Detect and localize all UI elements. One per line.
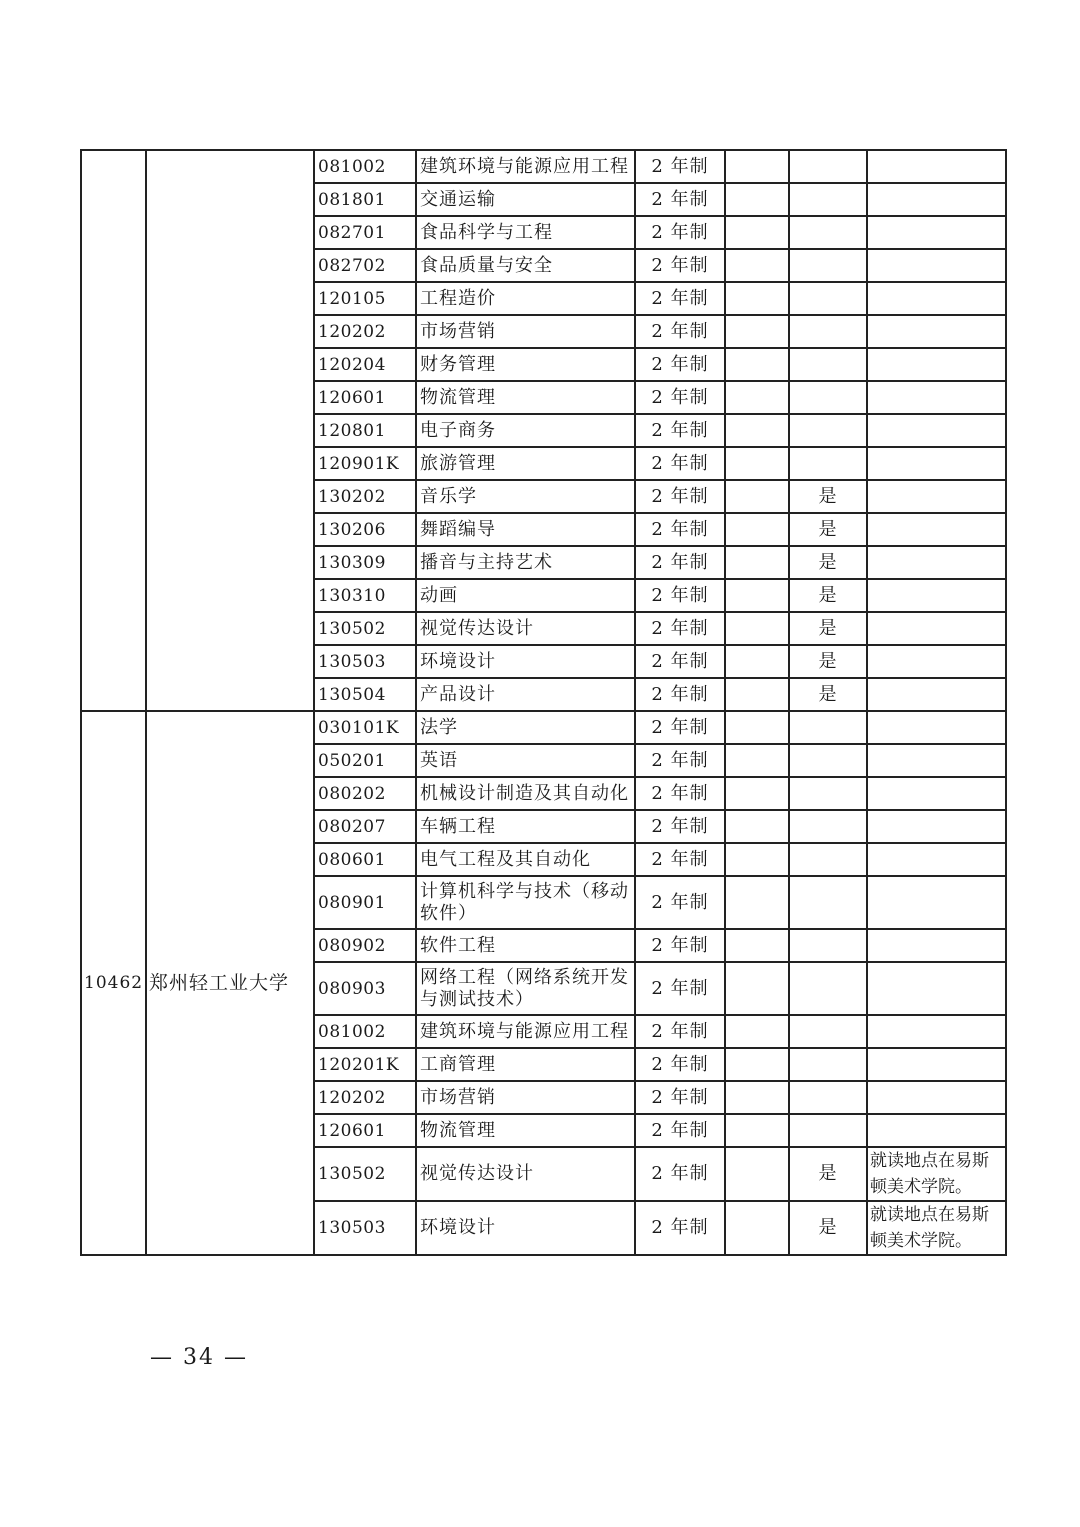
note-cell bbox=[867, 711, 1006, 744]
note-cell bbox=[867, 381, 1006, 414]
major-name: 物流管理 bbox=[416, 1114, 635, 1147]
major-name: 动画 bbox=[416, 579, 635, 612]
major-code: 130202 bbox=[314, 480, 416, 513]
major-name: 市场营销 bbox=[416, 315, 635, 348]
flag-cell bbox=[789, 315, 867, 348]
blank-cell bbox=[725, 447, 789, 480]
study-duration: 2 年制 bbox=[635, 1015, 725, 1048]
blank-cell bbox=[725, 414, 789, 447]
flag-cell bbox=[789, 381, 867, 414]
flag-cell bbox=[789, 777, 867, 810]
study-duration: 2 年制 bbox=[635, 711, 725, 744]
note-cell bbox=[867, 645, 1006, 678]
blank-cell bbox=[725, 678, 789, 711]
major-code: 130503 bbox=[314, 645, 416, 678]
study-duration: 2 年制 bbox=[635, 183, 725, 216]
note-cell bbox=[867, 348, 1006, 381]
note-cell bbox=[867, 777, 1006, 810]
major-code: 130309 bbox=[314, 546, 416, 579]
study-duration: 2 年制 bbox=[635, 810, 725, 843]
major-name: 工程造价 bbox=[416, 282, 635, 315]
note-cell bbox=[867, 249, 1006, 282]
major-code: 120201K bbox=[314, 1048, 416, 1081]
blank-cell bbox=[725, 150, 789, 183]
major-code: 120202 bbox=[314, 1081, 416, 1114]
flag-cell bbox=[789, 216, 867, 249]
note-cell bbox=[867, 1114, 1006, 1147]
note-cell bbox=[867, 414, 1006, 447]
note-cell bbox=[867, 480, 1006, 513]
major-code: 130502 bbox=[314, 1147, 416, 1201]
flag-cell bbox=[789, 414, 867, 447]
major-code: 081801 bbox=[314, 183, 416, 216]
major-name: 法学 bbox=[416, 711, 635, 744]
flag-cell bbox=[789, 1114, 867, 1147]
study-duration: 2 年制 bbox=[635, 843, 725, 876]
blank-cell bbox=[725, 1015, 789, 1048]
note-cell bbox=[867, 546, 1006, 579]
major-code: 130502 bbox=[314, 612, 416, 645]
blank-cell bbox=[725, 876, 789, 929]
major-name: 市场营销 bbox=[416, 1081, 635, 1114]
major-code: 080601 bbox=[314, 843, 416, 876]
page-number: — 34 — bbox=[150, 1345, 248, 1370]
institution-name bbox=[146, 150, 314, 711]
major-name: 播音与主持艺术 bbox=[416, 546, 635, 579]
major-name: 电子商务 bbox=[416, 414, 635, 447]
major-name: 环境设计 bbox=[416, 645, 635, 678]
major-name: 视觉传达设计 bbox=[416, 1147, 635, 1201]
major-name: 工商管理 bbox=[416, 1048, 635, 1081]
note-cell bbox=[867, 579, 1006, 612]
major-code: 030101K bbox=[314, 711, 416, 744]
blank-cell bbox=[725, 1114, 789, 1147]
flag-cell bbox=[789, 810, 867, 843]
study-duration: 2 年制 bbox=[635, 216, 725, 249]
note-cell bbox=[867, 183, 1006, 216]
major-name: 物流管理 bbox=[416, 381, 635, 414]
study-duration: 2 年制 bbox=[635, 150, 725, 183]
note-cell bbox=[867, 843, 1006, 876]
blank-cell bbox=[725, 1147, 789, 1201]
study-duration: 2 年制 bbox=[635, 1081, 725, 1114]
major-code: 120601 bbox=[314, 381, 416, 414]
major-name: 网络工程（网络系统开发与测试技术） bbox=[416, 962, 635, 1015]
major-name: 财务管理 bbox=[416, 348, 635, 381]
study-duration: 2 年制 bbox=[635, 447, 725, 480]
blank-cell bbox=[725, 810, 789, 843]
note-cell bbox=[867, 447, 1006, 480]
note-cell bbox=[867, 282, 1006, 315]
blank-cell bbox=[725, 1201, 789, 1255]
majors-table bbox=[80, 149, 1007, 1256]
flag-cell: 是 bbox=[789, 579, 867, 612]
major-code: 080901 bbox=[314, 876, 416, 929]
major-name: 食品科学与工程 bbox=[416, 216, 635, 249]
blank-cell bbox=[725, 249, 789, 282]
study-duration: 2 年制 bbox=[635, 744, 725, 777]
flag-cell: 是 bbox=[789, 513, 867, 546]
major-name: 机械设计制造及其自动化 bbox=[416, 777, 635, 810]
study-duration: 2 年制 bbox=[635, 1048, 725, 1081]
study-duration: 2 年制 bbox=[635, 282, 725, 315]
major-name: 舞蹈编导 bbox=[416, 513, 635, 546]
major-name: 建筑环境与能源应用工程 bbox=[416, 150, 635, 183]
flag-cell: 是 bbox=[789, 645, 867, 678]
major-code: 130310 bbox=[314, 579, 416, 612]
major-name: 计算机科学与技术（移动软件） bbox=[416, 876, 635, 929]
flag-cell bbox=[789, 150, 867, 183]
flag-cell bbox=[789, 249, 867, 282]
flag-cell: 是 bbox=[789, 546, 867, 579]
blank-cell bbox=[725, 962, 789, 1015]
study-duration: 2 年制 bbox=[635, 612, 725, 645]
blank-cell bbox=[725, 216, 789, 249]
note-cell bbox=[867, 929, 1006, 962]
note-cell bbox=[867, 678, 1006, 711]
major-name: 车辆工程 bbox=[416, 810, 635, 843]
flag-cell bbox=[789, 711, 867, 744]
blank-cell bbox=[725, 1048, 789, 1081]
major-name: 交通运输 bbox=[416, 183, 635, 216]
study-duration: 2 年制 bbox=[635, 381, 725, 414]
flag-cell bbox=[789, 1015, 867, 1048]
flag-cell: 是 bbox=[789, 612, 867, 645]
note-cell bbox=[867, 1048, 1006, 1081]
flag-cell: 是 bbox=[789, 1147, 867, 1201]
table-body bbox=[81, 150, 1006, 1255]
note-cell bbox=[867, 315, 1006, 348]
note-cell bbox=[867, 1015, 1006, 1048]
study-duration: 2 年制 bbox=[635, 777, 725, 810]
blank-cell bbox=[725, 645, 789, 678]
major-name: 英语 bbox=[416, 744, 635, 777]
study-duration: 2 年制 bbox=[635, 513, 725, 546]
flag-cell bbox=[789, 1081, 867, 1114]
study-duration: 2 年制 bbox=[635, 414, 725, 447]
note-cell bbox=[867, 744, 1006, 777]
major-code: 120601 bbox=[314, 1114, 416, 1147]
note-cell bbox=[867, 216, 1006, 249]
flag-cell bbox=[789, 929, 867, 962]
blank-cell bbox=[725, 546, 789, 579]
blank-cell bbox=[725, 348, 789, 381]
flag-cell bbox=[789, 447, 867, 480]
study-duration: 2 年制 bbox=[635, 480, 725, 513]
major-code: 130504 bbox=[314, 678, 416, 711]
study-duration: 2 年制 bbox=[635, 645, 725, 678]
major-code: 080903 bbox=[314, 962, 416, 1015]
study-duration: 2 年制 bbox=[635, 579, 725, 612]
major-code: 120901K bbox=[314, 447, 416, 480]
blank-cell bbox=[725, 579, 789, 612]
study-duration: 2 年制 bbox=[635, 348, 725, 381]
flag-cell: 是 bbox=[789, 1201, 867, 1255]
study-duration: 2 年制 bbox=[635, 1147, 725, 1201]
study-duration: 2 年制 bbox=[635, 546, 725, 579]
major-code: 130503 bbox=[314, 1201, 416, 1255]
institution-code: 10462 bbox=[81, 711, 146, 1255]
note-cell: 就读地点在易斯顿美术学院。 bbox=[867, 1201, 1006, 1255]
major-code: 130206 bbox=[314, 513, 416, 546]
study-duration: 2 年制 bbox=[635, 929, 725, 962]
major-code: 120204 bbox=[314, 348, 416, 381]
study-duration: 2 年制 bbox=[635, 1114, 725, 1147]
major-name: 软件工程 bbox=[416, 929, 635, 962]
flag-cell: 是 bbox=[789, 480, 867, 513]
study-duration: 2 年制 bbox=[635, 315, 725, 348]
major-code: 081002 bbox=[314, 150, 416, 183]
major-code: 120105 bbox=[314, 282, 416, 315]
major-code: 120801 bbox=[314, 414, 416, 447]
major-name: 产品设计 bbox=[416, 678, 635, 711]
major-code: 082702 bbox=[314, 249, 416, 282]
blank-cell bbox=[725, 183, 789, 216]
flag-cell bbox=[789, 183, 867, 216]
major-code: 050201 bbox=[314, 744, 416, 777]
major-code: 080207 bbox=[314, 810, 416, 843]
note-cell bbox=[867, 810, 1006, 843]
major-code: 081002 bbox=[314, 1015, 416, 1048]
flag-cell bbox=[789, 348, 867, 381]
major-name: 建筑环境与能源应用工程 bbox=[416, 1015, 635, 1048]
blank-cell bbox=[725, 929, 789, 962]
major-name: 视觉传达设计 bbox=[416, 612, 635, 645]
blank-cell bbox=[725, 744, 789, 777]
blank-cell bbox=[725, 480, 789, 513]
note-cell bbox=[867, 150, 1006, 183]
major-code: 082701 bbox=[314, 216, 416, 249]
flag-cell bbox=[789, 876, 867, 929]
flag-cell bbox=[789, 962, 867, 1015]
flag-cell: 是 bbox=[789, 678, 867, 711]
flag-cell bbox=[789, 744, 867, 777]
blank-cell bbox=[725, 513, 789, 546]
major-name: 环境设计 bbox=[416, 1201, 635, 1255]
study-duration: 2 年制 bbox=[635, 962, 725, 1015]
blank-cell bbox=[725, 711, 789, 744]
study-duration: 2 年制 bbox=[635, 678, 725, 711]
note-cell bbox=[867, 876, 1006, 929]
study-duration: 2 年制 bbox=[635, 249, 725, 282]
blank-cell bbox=[725, 282, 789, 315]
blank-cell bbox=[725, 315, 789, 348]
table-row bbox=[81, 150, 1006, 183]
note-cell bbox=[867, 612, 1006, 645]
major-name: 音乐学 bbox=[416, 480, 635, 513]
blank-cell bbox=[725, 1081, 789, 1114]
study-duration: 2 年制 bbox=[635, 876, 725, 929]
blank-cell bbox=[725, 843, 789, 876]
note-cell bbox=[867, 1081, 1006, 1114]
flag-cell bbox=[789, 1048, 867, 1081]
major-code: 080902 bbox=[314, 929, 416, 962]
major-code: 080202 bbox=[314, 777, 416, 810]
note-cell bbox=[867, 962, 1006, 1015]
study-duration: 2 年制 bbox=[635, 1201, 725, 1255]
blank-cell bbox=[725, 381, 789, 414]
blank-cell bbox=[725, 612, 789, 645]
table-row bbox=[81, 711, 1006, 744]
blank-cell bbox=[725, 777, 789, 810]
major-name: 电气工程及其自动化 bbox=[416, 843, 635, 876]
flag-cell bbox=[789, 282, 867, 315]
flag-cell bbox=[789, 843, 867, 876]
note-cell bbox=[867, 513, 1006, 546]
major-name: 食品质量与安全 bbox=[416, 249, 635, 282]
institution-code bbox=[81, 150, 146, 711]
note-cell: 就读地点在易斯顿美术学院。 bbox=[867, 1147, 1006, 1201]
major-name: 旅游管理 bbox=[416, 447, 635, 480]
major-code: 120202 bbox=[314, 315, 416, 348]
institution-name: 郑州轻工业大学 bbox=[146, 711, 314, 1255]
